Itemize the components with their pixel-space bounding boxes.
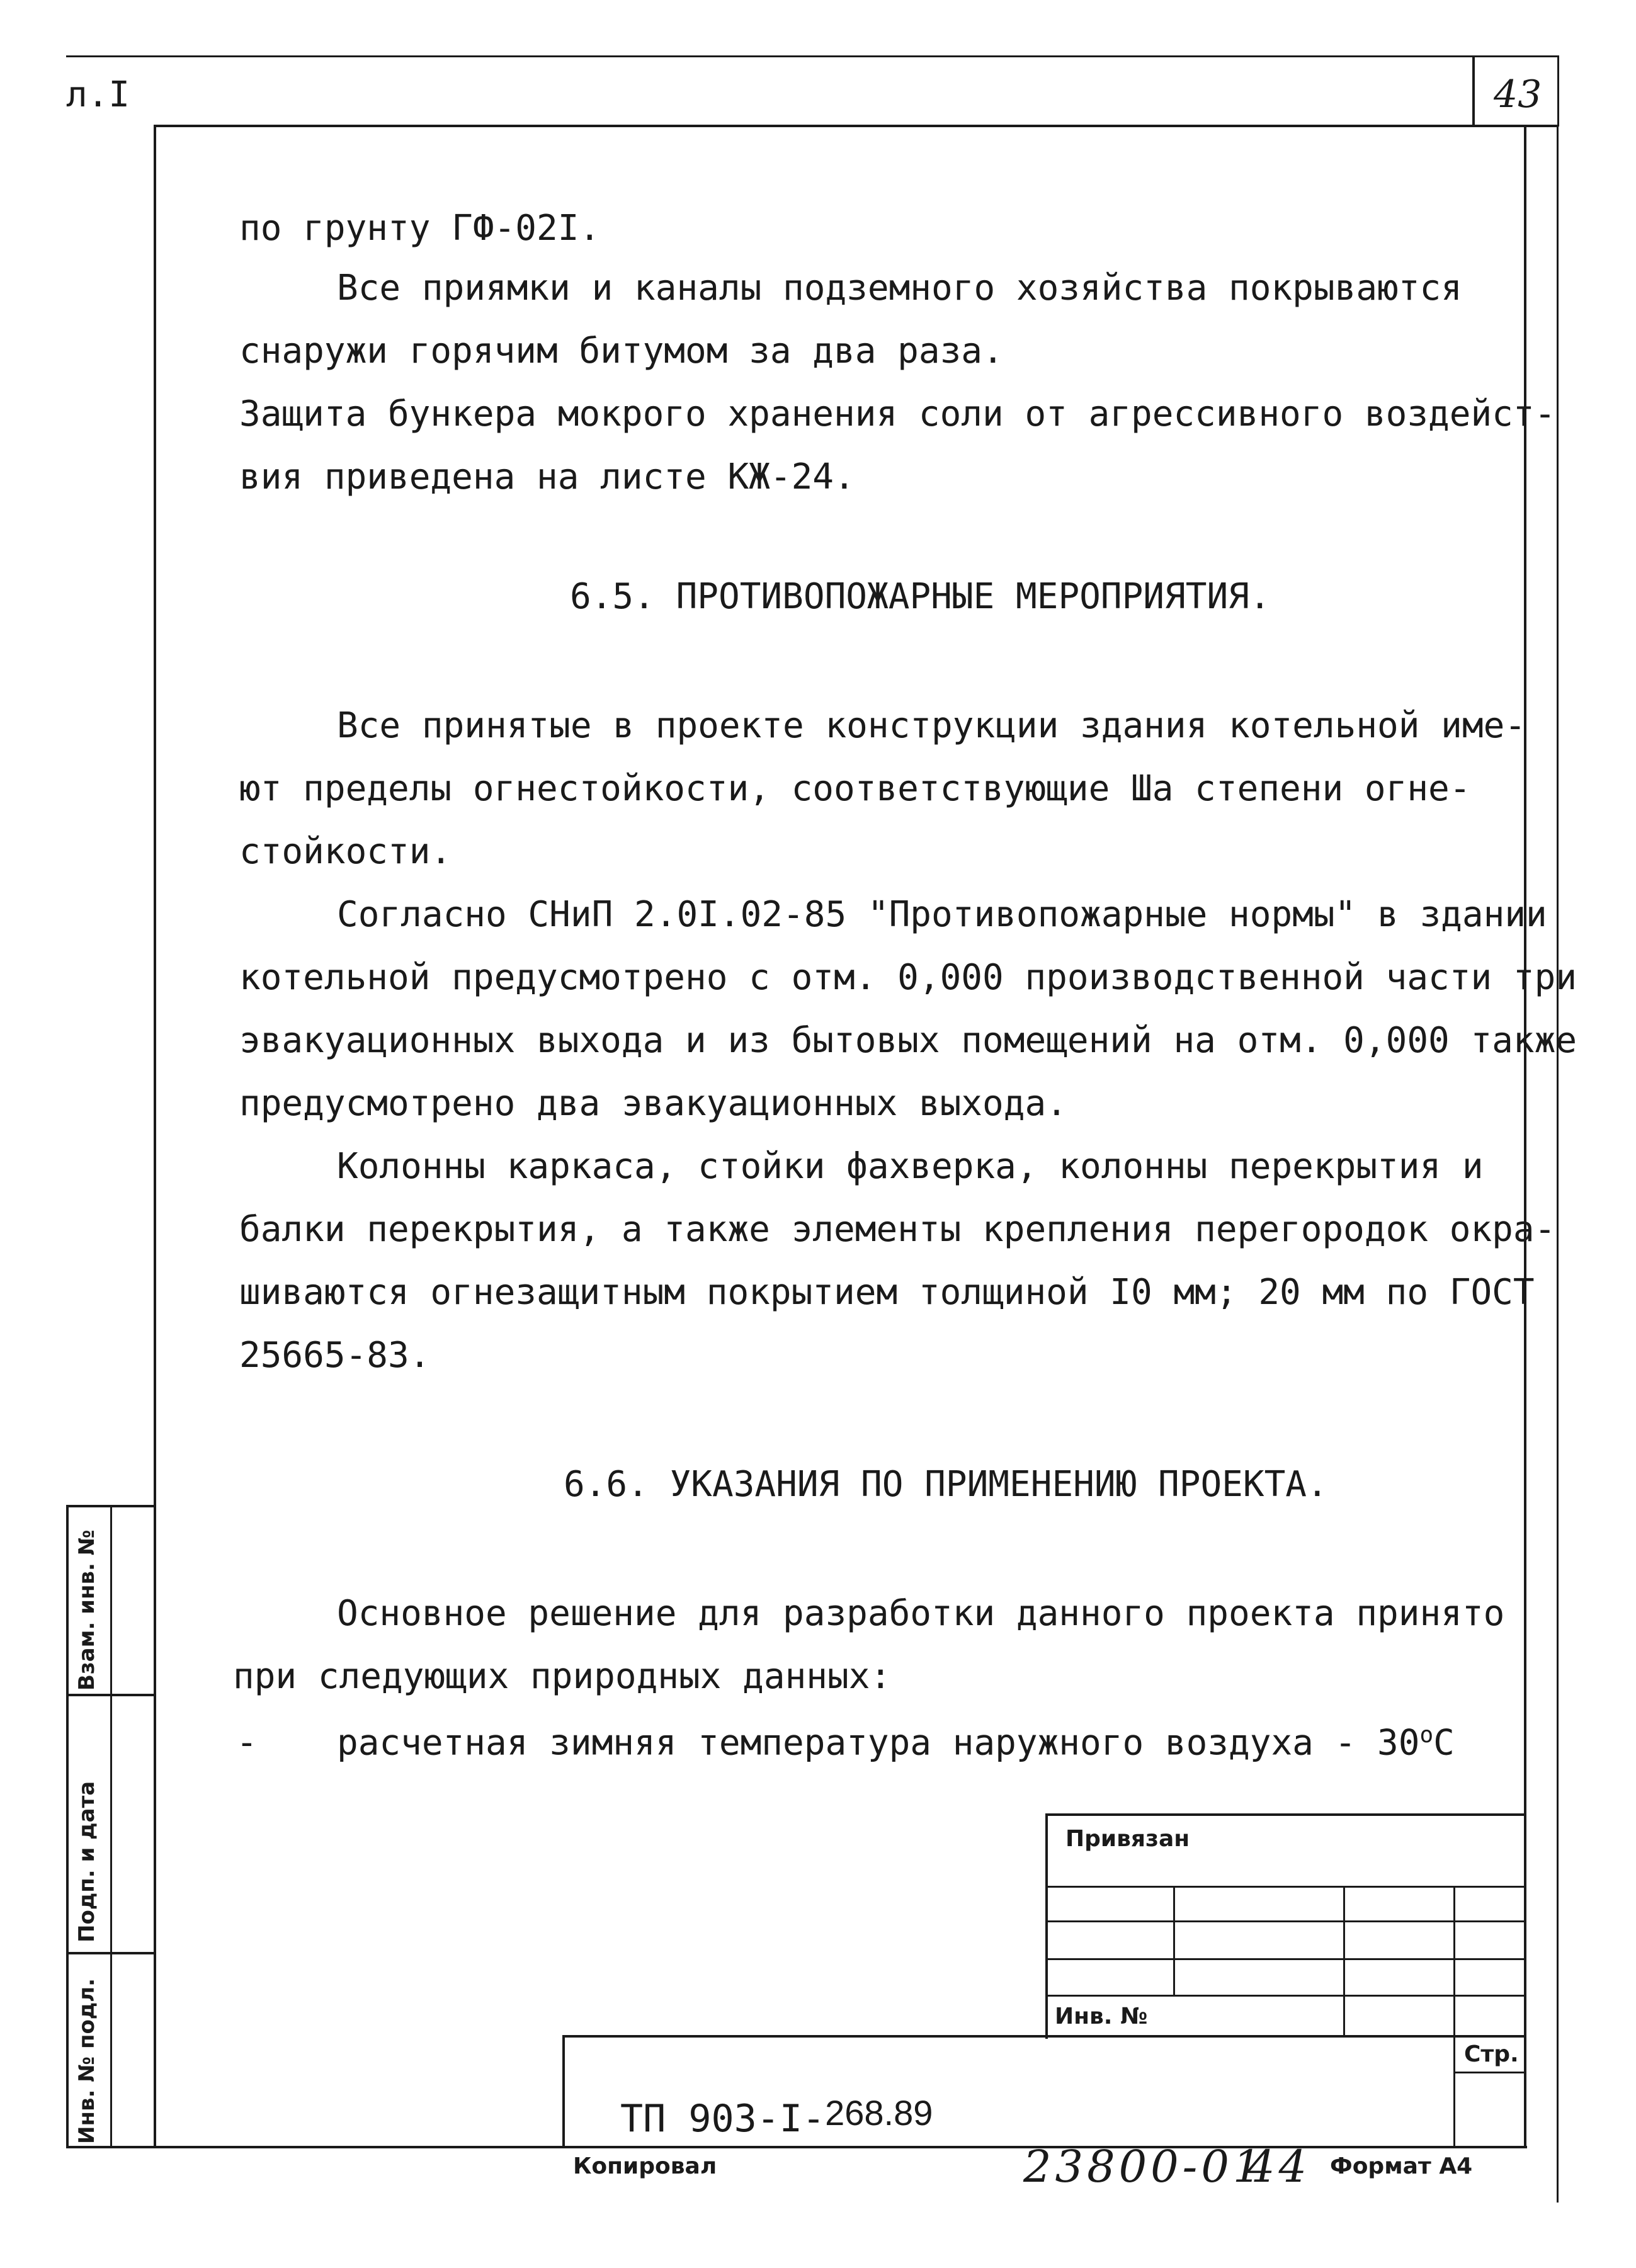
frame-top: [154, 125, 1558, 127]
body-line-1: по грунту ГФ-02I.: [239, 208, 601, 249]
side-label-vzam-inv: Взам. инв. №: [74, 1529, 99, 1691]
s65-line-6: эвакуационных выхода и из бытовых помещений на отм. 0,000 также: [239, 1020, 1577, 1061]
body-line-5: вия приведена на листе КЖ-24.: [239, 456, 855, 497]
page-number: 43: [1494, 72, 1542, 116]
tb-document-code: [620, 2093, 933, 2141]
s65-line-9: балки перекрытия, а также элементы крепления перегородок окра-: [239, 1209, 1556, 1250]
tb-inv-no-label: Инв. №: [1055, 2004, 1148, 2029]
body-line-3: снаружи горячим битумом за два раза.: [239, 331, 1004, 371]
frame-right-outer: [1557, 125, 1559, 2203]
s65-line-2: ют пределы огнестойкости, соответствующие Ша степени огне-: [239, 768, 1471, 809]
side-strip-sep-2: [66, 1952, 156, 1954]
s65-line-1: Все принятые в проекте конструкции здания котельной име-: [337, 705, 1526, 746]
tb-upper-left: [1045, 1813, 1048, 2039]
page-number-box-left: [1472, 55, 1475, 125]
s65-line-3: стойкости.: [239, 831, 452, 872]
bullet-superscript: о: [1419, 1722, 1434, 1748]
page-number-box-right: [1557, 55, 1559, 127]
section-6-6-title: 6.6. УКАЗАНИЯ ПО ПРИМЕНЕНИЮ ПРОЕКТА.: [564, 1464, 1328, 1505]
s65-line-4: Согласно СНиП 2.0I.02-85 "Противопожарные нормы" в здании: [337, 894, 1547, 935]
s65-line-11: 25665-83.: [239, 1335, 431, 1376]
side-strip-sep-1: [66, 1694, 156, 1696]
side-strip-top: [66, 1505, 156, 1507]
body-line-2: Все приямки и каналы подземного хозяйства покрываются: [337, 268, 1462, 309]
tb-code-prefix: ТП 903-I-: [620, 2097, 826, 2141]
bullet-dash: -: [236, 1722, 258, 1763]
top-rule: [66, 55, 1559, 57]
bullet-unit: С: [1433, 1722, 1455, 1764]
s65-line-8: Колонны каркаса, стойки фахверка, колонны перекрытия и: [337, 1146, 1484, 1187]
side-strip-left: [66, 1505, 69, 2148]
sheet-label: л.I: [66, 74, 130, 115]
tb-upper-top: [1045, 1813, 1526, 1816]
frame-left: [154, 125, 156, 2147]
section-6-5-title: 6.5. ПРОТИВОПОЖАРНЫЕ МЕРОПРИЯТИЯ.: [570, 576, 1271, 617]
tb-str-sep: [1453, 2072, 1526, 2073]
tb-col-1: [1173, 1886, 1175, 1997]
tb-code-suffix: 268.89: [825, 2093, 933, 2133]
tb-lower-left: [562, 2035, 565, 2148]
side-label-podp-data: Подп. и дата: [74, 1781, 99, 1942]
s66-line-1: Основное решение для разработки данного проекта принято: [337, 1593, 1505, 1634]
tb-str-label: Стр.: [1464, 2041, 1519, 2067]
bullet-text-main: расчетная зимняя температура наружного воздуха - 30: [337, 1722, 1420, 1764]
s66-line-2: при следующих природных данных:: [233, 1656, 892, 1697]
tb-lower-top: [562, 2035, 1526, 2038]
bullet-text: [337, 1722, 1455, 1764]
body-line-4: Защита бункера мокрого хранения соли от агрессивного воздейст-: [239, 394, 1556, 434]
tb-col-3: [1453, 1886, 1455, 2148]
s65-line-7: предусмотрено два эвакуационных выхода.: [239, 1083, 1067, 1124]
footer-format: Формат А4: [1330, 2153, 1473, 2179]
s65-line-5: котельной предусмотрено с отм. 0,000 производственной части три: [239, 957, 1577, 998]
footer-handwritten-page: 44: [1247, 2141, 1311, 2192]
footer-handwritten-number: 23800-01: [1023, 2141, 1265, 2192]
tb-privyazan-label: Привязан: [1065, 1826, 1190, 1852]
side-label-inv-podl: Инв. № подл.: [74, 1978, 99, 2144]
s65-line-10: шиваются огнезащитным покрытием толщиной I0 мм; 20 мм по ГОСТ: [239, 1272, 1535, 1313]
tb-col-2: [1343, 1886, 1345, 2037]
side-strip-divider: [110, 1505, 112, 2148]
footer-kopiroval: Копировал: [573, 2153, 717, 2179]
